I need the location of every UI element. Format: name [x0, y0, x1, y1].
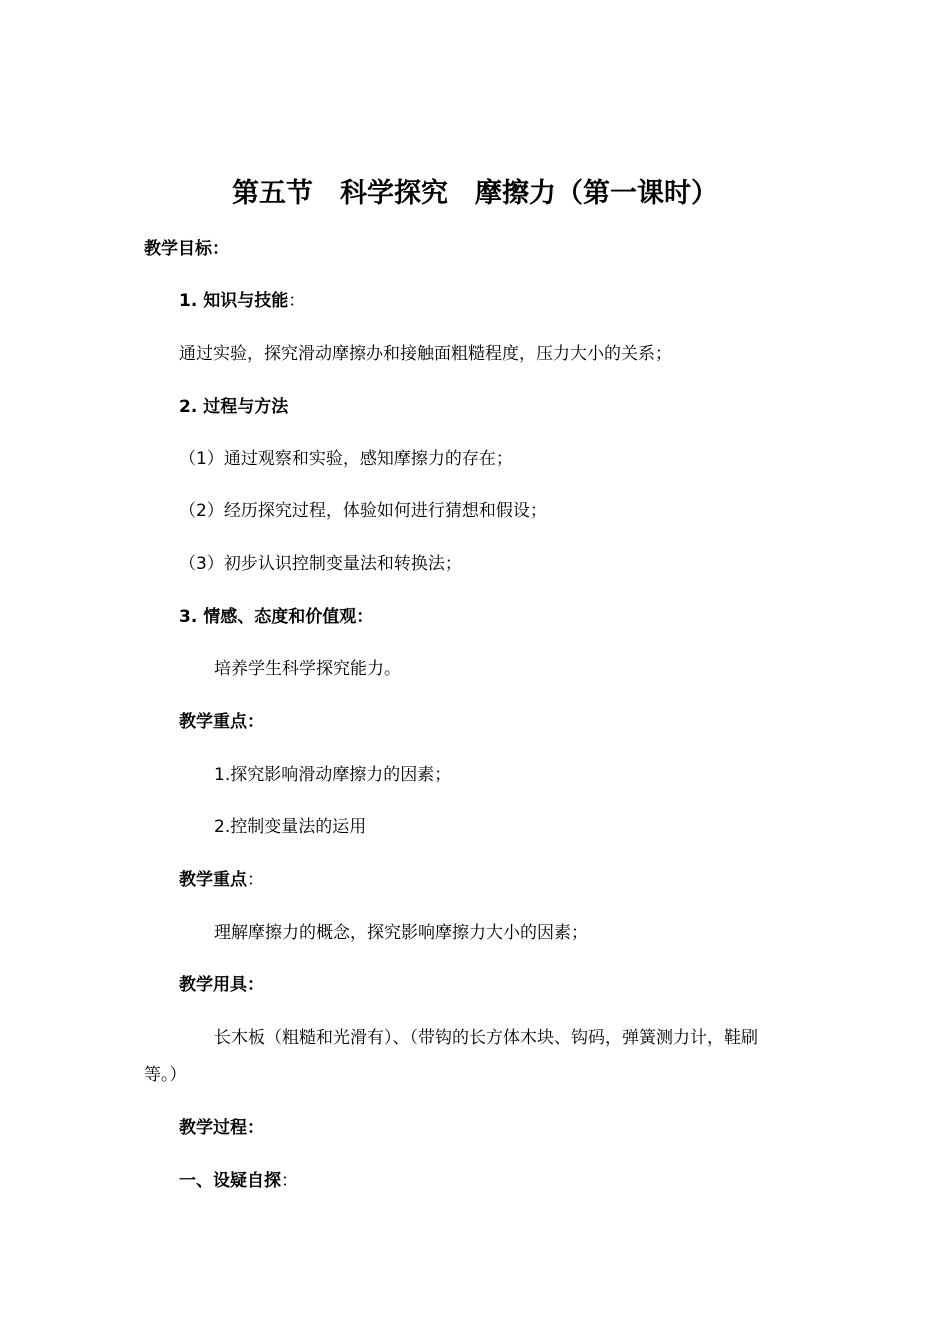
document-title: 第五节 科学探究 摩擦力（第一课时） [232, 178, 718, 209]
knowledge-heading: 1. 知识与技能 [179, 291, 289, 311]
keypoints2-colon: ： [247, 870, 264, 890]
knowledge-text: 通过实验，探究滑动摩擦办和接触面粗糙程度，压力大小的关系； [179, 344, 672, 364]
process-item-2: （2）经历探究过程，体验如何进行猜想和假设； [179, 501, 547, 521]
emotion-text: 培养学生科学探究能力。 [214, 659, 401, 679]
knowledge-heading-line [179, 290, 305, 312]
tools-text-line-2: 等。） [144, 1065, 187, 1085]
tools-text-line-1: 长木板（粗糙和光滑有）、（带钩的长方体木块、钩码，弹簧测力计，鞋刷 [214, 1028, 758, 1048]
keypoints-heading: 教学重点： [179, 712, 264, 732]
keypoints2-heading-line [179, 869, 264, 891]
keypoints-item-2: 2.控制变量法的运用 [214, 817, 367, 837]
keypoints-item-1: 1.探究影响滑动摩擦力的因素； [214, 765, 452, 785]
keypoints2-text: 理解摩擦力的概念，探究影响摩擦力大小的因素； [214, 923, 588, 943]
keypoints2-heading: 教学重点 [179, 870, 247, 890]
process-heading: 2. 过程与方法 [179, 397, 289, 417]
section1-heading-line [179, 1170, 298, 1192]
section1-heading: 一、设疑自探 [179, 1171, 281, 1191]
process-item-3: （3）初步认识控制变量法和转换法； [179, 554, 462, 574]
objectives-heading: 教学目标： [144, 239, 229, 259]
knowledge-colon: ： [288, 291, 306, 311]
tools-heading: 教学用具： [179, 975, 264, 995]
emotion-heading: 3. 情感、态度和价值观： [179, 607, 374, 627]
process-item-1: （1）通过观察和实验，感知摩擦力的存在； [179, 449, 513, 469]
procedure-heading: 教学过程： [179, 1118, 264, 1138]
section1-colon: ： [281, 1171, 298, 1191]
